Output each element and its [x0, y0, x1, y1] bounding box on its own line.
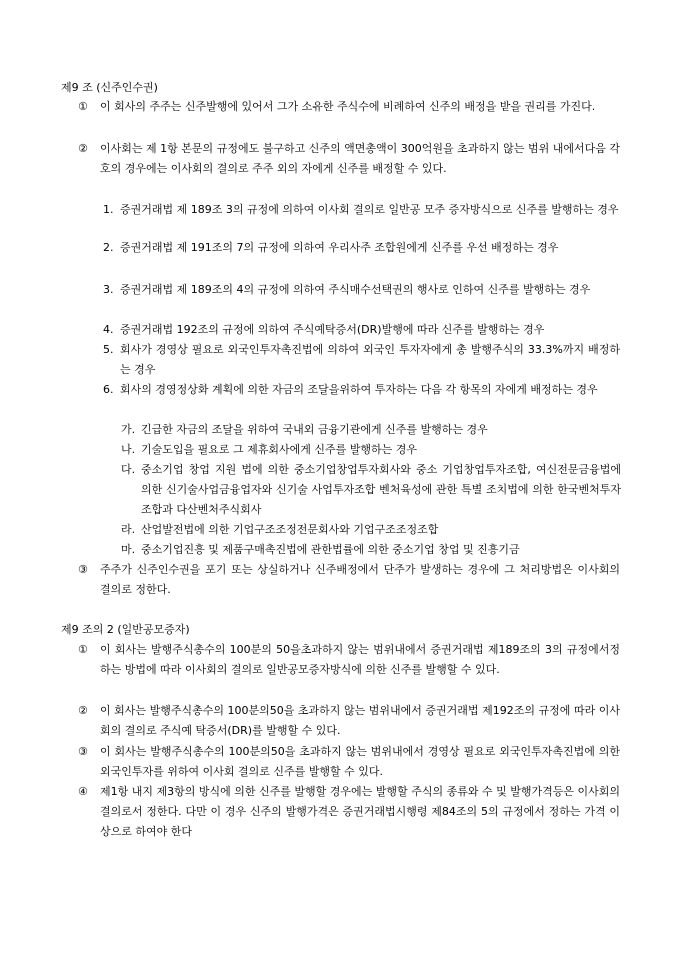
item-text: 증권거래법 192조의 규정에 의하여 주식예탁증서(DR)발행에 따라 신주를 발행하는 경우 — [120, 323, 545, 336]
paragraph-marker: ③ — [78, 563, 88, 576]
paragraph-text: 이 회사의 주주는 신주발행에 있어서 그가 소유한 주식수에 비례하여 신주의 배정을 받을 권리를 가진다. — [100, 100, 596, 113]
article-9-item-5 — [103, 340, 620, 380]
article-9-2-paragraph-2 — [78, 701, 620, 741]
article-9-paragraph-3 — [78, 560, 620, 600]
item-text: 회사가 경영상 필요로 외국인투자촉진법에 의하여 외국인 투자자에게 총 발행주식의 33.3%까지 배정하는 경우 — [120, 343, 620, 376]
paragraph-text: 이 회사는 발행주식총수의 100분의50을 초과하지 않는 범위내에서 증권거래법 제192조의 규정에 따라 이사회의 결의로 주식예 탁증서(DR)를 발행할 수 있다. — [100, 704, 620, 737]
article-9-item-2 — [103, 238, 620, 258]
subitem-text: 긴급한 자금의 조달을 위하여 국내외 금융기관에게 신주를 발행하는 경우 — [141, 423, 488, 436]
paragraph-marker: ④ — [78, 785, 88, 798]
article-9-subitem-na — [121, 440, 581, 460]
article-9-item-6 — [103, 380, 620, 400]
paragraph-text: 주주가 신주인수권을 포기 또는 상실하거나 신주배정에서 단주가 발생하는 경우에 그 처리방법은 이사회의 결의로 정한다. — [100, 563, 620, 596]
paragraph-marker: ① — [78, 100, 88, 113]
article-9-paragraph-2 — [78, 139, 620, 179]
article-9-subitem-ma — [121, 540, 621, 560]
subitem-text: 중소기업진흥 및 제품구매촉진법에 관한법률에 의한 중소기업 창업 및 진흥기금 — [141, 543, 520, 556]
article-9-2-paragraph-1 — [78, 640, 620, 680]
item-marker: 3. — [103, 283, 114, 296]
article-9-title: 제9 조 (신주인수권) — [61, 81, 158, 94]
item-marker: 2. — [103, 241, 114, 254]
item-text: 증권거래법 제 189조의 4의 규정에 의하여 주식매수선택권의 행사로 인하여 신주를 발행하는 경우 — [120, 283, 591, 296]
subitem-marker: 나. — [121, 443, 136, 456]
article-9-subitem-da — [121, 460, 621, 520]
subitem-marker: 라. — [121, 523, 136, 536]
item-marker: 4. — [103, 323, 114, 336]
item-text: 회사의 경영정상화 계획에 의한 자금의 조달을위하여 투자하는 다음 각 항목의 자에게 배정하는 경우 — [120, 383, 598, 396]
subitem-text: 산업발전법에 의한 기업구조조정전문회사와 기업구조조정조합 — [141, 523, 439, 536]
article-9-2-paragraph-3 — [78, 742, 620, 782]
article-9-subitem-ga — [121, 420, 581, 440]
item-text: 증권거래법 제 189조 3의 규정에 의하여 이사회 결의로 일반공 모주 증자방식으로 신주를 발행하는 경우 — [120, 203, 619, 216]
item-marker: 5. — [103, 343, 114, 356]
paragraph-text: 제1항 내지 제3항의 방식에 의한 신주를 발행할 경우에는 발행할 주식의 종류와 수 및 발행가격등은 이사회의 결의로서 정한다. 다만 이 경우 신주의 발행가격은 증권거래법시행령 제84조의 5의 규정에서 정하는 가격 이상으로 하여야 한다 — [100, 785, 620, 838]
subitem-marker: 다. — [121, 463, 136, 476]
article-9-item-4 — [103, 320, 630, 340]
paragraph-text: 이 회사는 발행주식총수의 100분의 50을초과하지 않는 범위내에서 증권거래법 제189조의 3의 규정에서정하는 방법에 따라 이사회의 결의로 일반공모증자방식에 의한 신주를 발행할 수 있다. — [100, 643, 620, 676]
paragraph-marker: ② — [78, 704, 88, 717]
paragraph-marker: ③ — [78, 745, 88, 758]
item-text: 증권거래법 제 191조의 7의 규정에 의하여 우리사주 조합원에게 신주를 우선 배정하는 경우 — [120, 241, 559, 254]
paragraph-marker: ① — [78, 643, 88, 656]
subitem-marker: 가. — [121, 423, 136, 436]
paragraph-text: 이사회는 제 1항 본문의 규정에도 불구하고 신주의 액면총액이 300억원을 초과하지 않는 범위 내에서다음 각 호의 경우에는 이사회의 결의로 주주 외의 자에게 신주를 배정할 수 있다. — [100, 142, 620, 175]
subitem-marker: 마. — [121, 543, 136, 556]
article-9-subitem-ra — [121, 520, 621, 540]
article-9-paragraph-1 — [78, 97, 620, 117]
article-9-item-3 — [103, 280, 620, 300]
subitem-text: 기술도입을 필요로 그 제휴회사에게 신주를 발행하는 경우 — [141, 443, 418, 456]
paragraph-text: 이 회사는 발행주식총수의 100분의50을 초과하지 않는 범위내에서 경영상 필요로 외국인투자촉진법에 의한 외국인투자를 위하여 이사회 결의로 신주를 발행할 수 있다. — [100, 745, 620, 778]
item-marker: 1. — [103, 203, 114, 216]
item-marker: 6. — [103, 383, 114, 396]
article-9-2-title: 제9 조의 2 (일반공모증자) — [61, 623, 190, 636]
subitem-text: 중소기업 창업 지원 법에 의한 중소기업창업투자회사와 중소 기업창업투자조합, 여신전문금융법에 의한 신기술사업금융업자와 신기술 사업투자조합 벤처육성에 관한 특별 조치법에 의한 한국벤처투자조합과 다산벤처주식회사 — [141, 463, 621, 516]
paragraph-marker: ② — [78, 142, 88, 155]
article-9-2-paragraph-4 — [78, 782, 620, 842]
article-9-item-1 — [103, 200, 620, 220]
